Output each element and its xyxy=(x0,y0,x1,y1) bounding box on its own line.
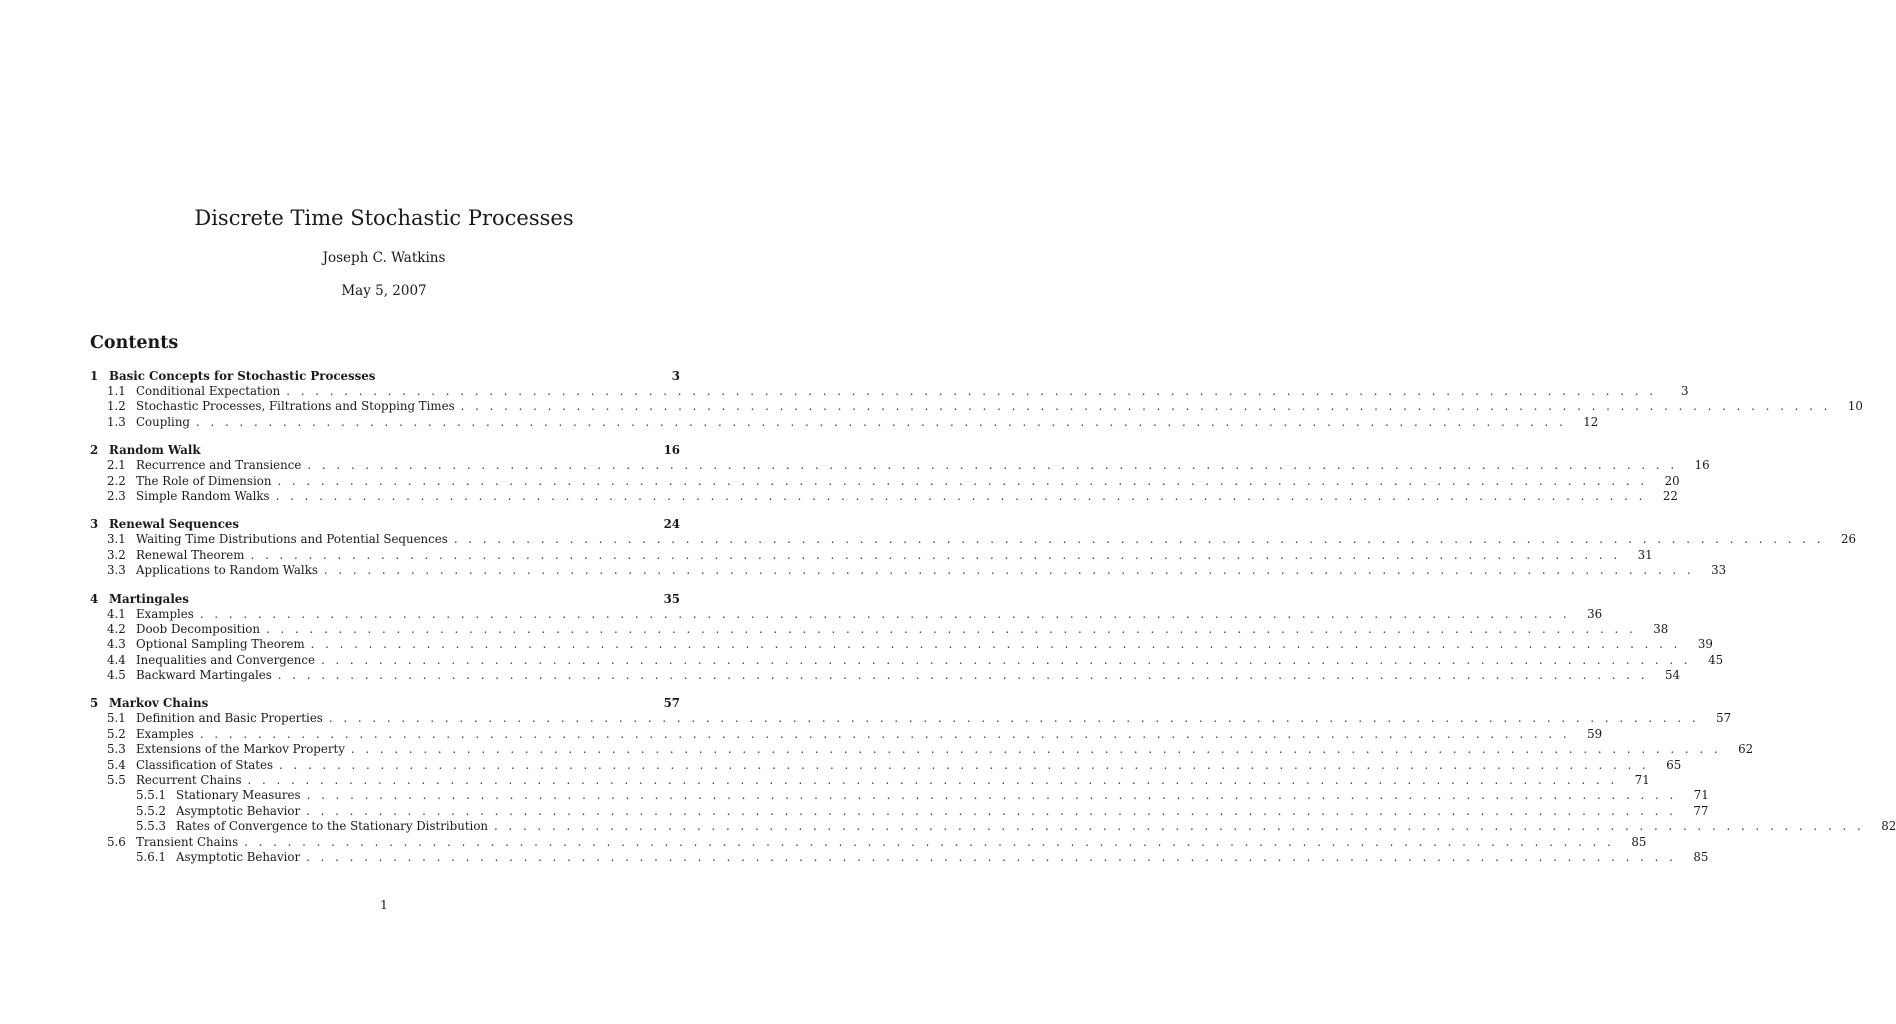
toc-entry-title: Basic Concepts for Stochastic Processes xyxy=(109,369,376,383)
toc-entry-title: Asymptotic Behavior xyxy=(176,803,301,818)
toc-entry-page: 39 xyxy=(1697,637,1713,652)
page-number: 1 xyxy=(380,898,388,912)
toc-entry-page: 85 xyxy=(1693,849,1709,864)
toc-entry-page: 71 xyxy=(1693,788,1709,803)
toc-entry-title: Coupling xyxy=(136,414,190,429)
toc-entry-page: 10 xyxy=(1847,399,1863,414)
toc-entry-page: 45 xyxy=(1708,652,1724,667)
toc-dot-leader xyxy=(272,668,1654,683)
toc-entry-title: Renewal Sequences xyxy=(109,517,240,532)
toc-chapter xyxy=(90,368,1863,430)
toc-dot-leader xyxy=(194,607,1576,622)
toc-entry-number: 2.1 xyxy=(107,458,126,473)
toc-entry-title: Transient Chains xyxy=(136,834,239,849)
toc-chapter-row[interactable] xyxy=(90,591,680,607)
document-author: Joseph C. Watkins xyxy=(322,250,446,266)
toc-dot-leader xyxy=(448,532,1830,547)
document-title: Discrete Time Stochastic Processes xyxy=(194,206,574,230)
toc-entry-number: 5.6.1 xyxy=(136,849,167,864)
toc-entry-number: 3.2 xyxy=(107,547,126,562)
toc-entry-page: 3 xyxy=(671,369,680,383)
toc-entry-title: Martingales xyxy=(109,591,189,606)
toc-entry-title: Rates of Convergence to the Stationary Distribution xyxy=(176,819,489,834)
toc-entry-title: The Role of Dimension xyxy=(136,473,272,488)
toc-entry-title: Inequalities and Convergence xyxy=(136,652,315,667)
toc-dot-leader xyxy=(270,489,1652,504)
toc-dot-leader xyxy=(300,804,1682,819)
toc-entry-number: 5.4 xyxy=(107,757,126,772)
toc-entry-page: 26 xyxy=(1841,532,1857,547)
toc-entry-page: 33 xyxy=(1711,563,1727,578)
toc-subsection-row[interactable] xyxy=(90,819,1896,834)
toc-entry-number: 5.5.1 xyxy=(136,788,167,803)
toc-entry-page: 16 xyxy=(1694,458,1710,473)
toc-entry-number: 5 xyxy=(90,696,99,711)
toc-entry-title: Classification of States xyxy=(136,757,274,772)
toc-dot-leader xyxy=(323,711,1705,726)
toc-entry-page: 31 xyxy=(1637,547,1653,562)
toc-dot-leader xyxy=(455,399,1837,414)
toc-entry-page: 36 xyxy=(1587,606,1603,621)
toc-chapter-row[interactable] xyxy=(90,516,680,532)
toc-dot-leader xyxy=(315,653,1697,668)
toc-entry-number: 2.3 xyxy=(107,488,126,503)
toc-entry-number: 4.5 xyxy=(107,668,126,683)
toc-section-row[interactable] xyxy=(90,458,1710,473)
toc-entry-page: 16 xyxy=(663,443,680,458)
toc-entry-title: Asymptotic Behavior xyxy=(176,849,301,864)
toc-entry-title: Examples xyxy=(136,606,194,621)
toc-entry-title: Stationary Measures xyxy=(176,788,301,803)
toc-section-row[interactable] xyxy=(90,384,1689,399)
toc-entry-page: 22 xyxy=(1662,488,1678,503)
toc-entry-number: 4 xyxy=(90,591,99,606)
toc-section-row[interactable] xyxy=(90,399,1863,414)
toc-section-row[interactable] xyxy=(90,606,1603,622)
toc-entry-title: Backward Martingales xyxy=(136,668,272,683)
toc-entry-page: 12 xyxy=(1583,414,1599,429)
toc-chapter xyxy=(90,695,1896,865)
toc-entry-page: 77 xyxy=(1693,803,1709,818)
toc-section-row[interactable] xyxy=(90,563,1727,578)
toc-section-row[interactable] xyxy=(90,668,1681,683)
toc-dot-leader xyxy=(301,788,1683,803)
toc-entry-page: 24 xyxy=(663,517,680,532)
toc-section-row[interactable] xyxy=(90,652,1724,668)
toc-entry-number: 5.5.3 xyxy=(136,819,167,834)
toc-dot-leader xyxy=(301,458,1683,473)
toc-entry-page: 82 xyxy=(1881,819,1896,834)
toc-entry-title: Markov Chains xyxy=(109,696,209,711)
toc-section-row[interactable] xyxy=(90,834,1647,850)
toc-entry-title: Definition and Basic Properties xyxy=(136,711,323,726)
toc-entry-title: Applications to Random Walks xyxy=(136,563,318,578)
toc-section-row[interactable] xyxy=(90,773,1650,788)
toc-entry-title: Simple Random Walks xyxy=(136,488,270,503)
toc-entry-title: Examples xyxy=(136,726,194,741)
toc-entry-number: 5.2 xyxy=(107,726,126,741)
toc-entry-number: 2.2 xyxy=(107,473,126,488)
toc-section-row[interactable] xyxy=(90,532,1857,547)
toc-entry-title: Extensions of the Markov Property xyxy=(136,742,345,757)
toc-entry-number: 5.5 xyxy=(107,773,126,788)
table-of-contents xyxy=(90,368,1896,877)
toc-entry-title: Waiting Time Distributions and Potential Sequences xyxy=(136,532,448,547)
contents-heading: Contents xyxy=(90,333,179,353)
toc-dot-leader xyxy=(300,850,1682,865)
toc-entry-title: Random Walk xyxy=(109,443,201,458)
toc-dot-leader xyxy=(190,415,1572,430)
toc-dot-leader xyxy=(305,637,1687,652)
toc-entry-page: 71 xyxy=(1634,773,1650,788)
toc-entry-title: Stochastic Processes, Filtrations and Stopping Times xyxy=(136,399,455,414)
toc-entry-number: 1.3 xyxy=(107,414,126,429)
toc-section-row[interactable] xyxy=(90,637,1713,652)
toc-entry-title: Renewal Theorem xyxy=(136,547,245,562)
toc-dot-leader xyxy=(488,819,1870,834)
toc-section-row[interactable] xyxy=(90,621,1669,637)
toc-entry-page: 57 xyxy=(663,696,680,711)
toc-entry-number: 4.1 xyxy=(107,606,126,621)
toc-section-row[interactable] xyxy=(90,711,1732,726)
toc-entry-title: Recurrence and Transience xyxy=(136,458,302,473)
toc-subsection-row[interactable] xyxy=(90,788,1709,803)
toc-chapter xyxy=(90,442,1710,504)
toc-entry-page: 85 xyxy=(1631,834,1647,849)
toc-entry-number: 4.2 xyxy=(107,621,126,636)
toc-section-row[interactable] xyxy=(90,473,1680,489)
toc-entry-page: 59 xyxy=(1587,726,1603,741)
toc-dot-leader xyxy=(238,835,1620,850)
toc-section-row[interactable] xyxy=(90,726,1603,742)
toc-dot-leader xyxy=(260,622,1642,637)
toc-entry-title: Optional Sampling Theorem xyxy=(136,637,305,652)
toc-entry-page: 62 xyxy=(1738,742,1754,757)
toc-entry-title: Conditional Expectation xyxy=(136,384,281,398)
toc-chapter-row[interactable] xyxy=(90,695,680,711)
toc-section-row[interactable] xyxy=(90,757,1682,773)
toc-entry-number: 1.2 xyxy=(107,399,126,414)
toc-entry-number: 3 xyxy=(90,517,99,532)
toc-chapter xyxy=(90,516,1857,578)
toc-entry-page: 57 xyxy=(1716,711,1732,726)
toc-entry-number: 5.6 xyxy=(107,834,126,849)
toc-dot-leader xyxy=(271,474,1653,489)
toc-section-row[interactable] xyxy=(90,547,1653,563)
toc-dot-leader xyxy=(280,384,1662,399)
toc-entry-number: 5.5.2 xyxy=(136,803,167,818)
toc-entry-number: 3.1 xyxy=(107,532,126,547)
toc-section-row[interactable] xyxy=(90,488,1678,504)
toc-entry-number: 4.3 xyxy=(107,637,126,652)
toc-entry-page: 35 xyxy=(663,591,680,606)
toc-entry-page: 3 xyxy=(1680,384,1689,398)
toc-chapter xyxy=(90,591,1724,684)
toc-dot-leader xyxy=(194,727,1576,742)
toc-section-row[interactable] xyxy=(90,742,1754,757)
toc-dot-leader xyxy=(273,758,1655,773)
toc-entry-number: 1.1 xyxy=(107,384,126,398)
toc-entry-page: 20 xyxy=(1664,473,1680,488)
toc-chapter-row[interactable] xyxy=(90,442,680,458)
toc-dot-leader xyxy=(244,548,1626,563)
toc-subsection-row[interactable] xyxy=(90,803,1709,819)
toc-entry-number: 5.3 xyxy=(107,742,126,757)
toc-entry-page: 54 xyxy=(1665,668,1681,683)
toc-entry-number: 4.4 xyxy=(107,652,126,667)
toc-section-row[interactable] xyxy=(90,414,1599,430)
toc-chapter-row[interactable] xyxy=(90,368,680,384)
toc-entry-number: 5.1 xyxy=(107,711,126,726)
toc-entry-number: 2 xyxy=(90,443,99,458)
toc-dot-leader xyxy=(318,563,1700,578)
document-date: May 5, 2007 xyxy=(341,283,427,299)
toc-entry-number: 3.3 xyxy=(107,563,126,578)
toc-dot-leader xyxy=(242,773,1624,788)
toc-entry-page: 38 xyxy=(1653,621,1669,636)
toc-entry-title: Recurrent Chains xyxy=(136,773,242,788)
toc-entry-page: 65 xyxy=(1666,757,1682,772)
toc-subsection-row[interactable] xyxy=(90,849,1709,865)
toc-entry-number: 1 xyxy=(90,369,99,383)
toc-dot-leader xyxy=(345,742,1727,757)
toc-entry-title: Doob Decomposition xyxy=(136,621,260,636)
